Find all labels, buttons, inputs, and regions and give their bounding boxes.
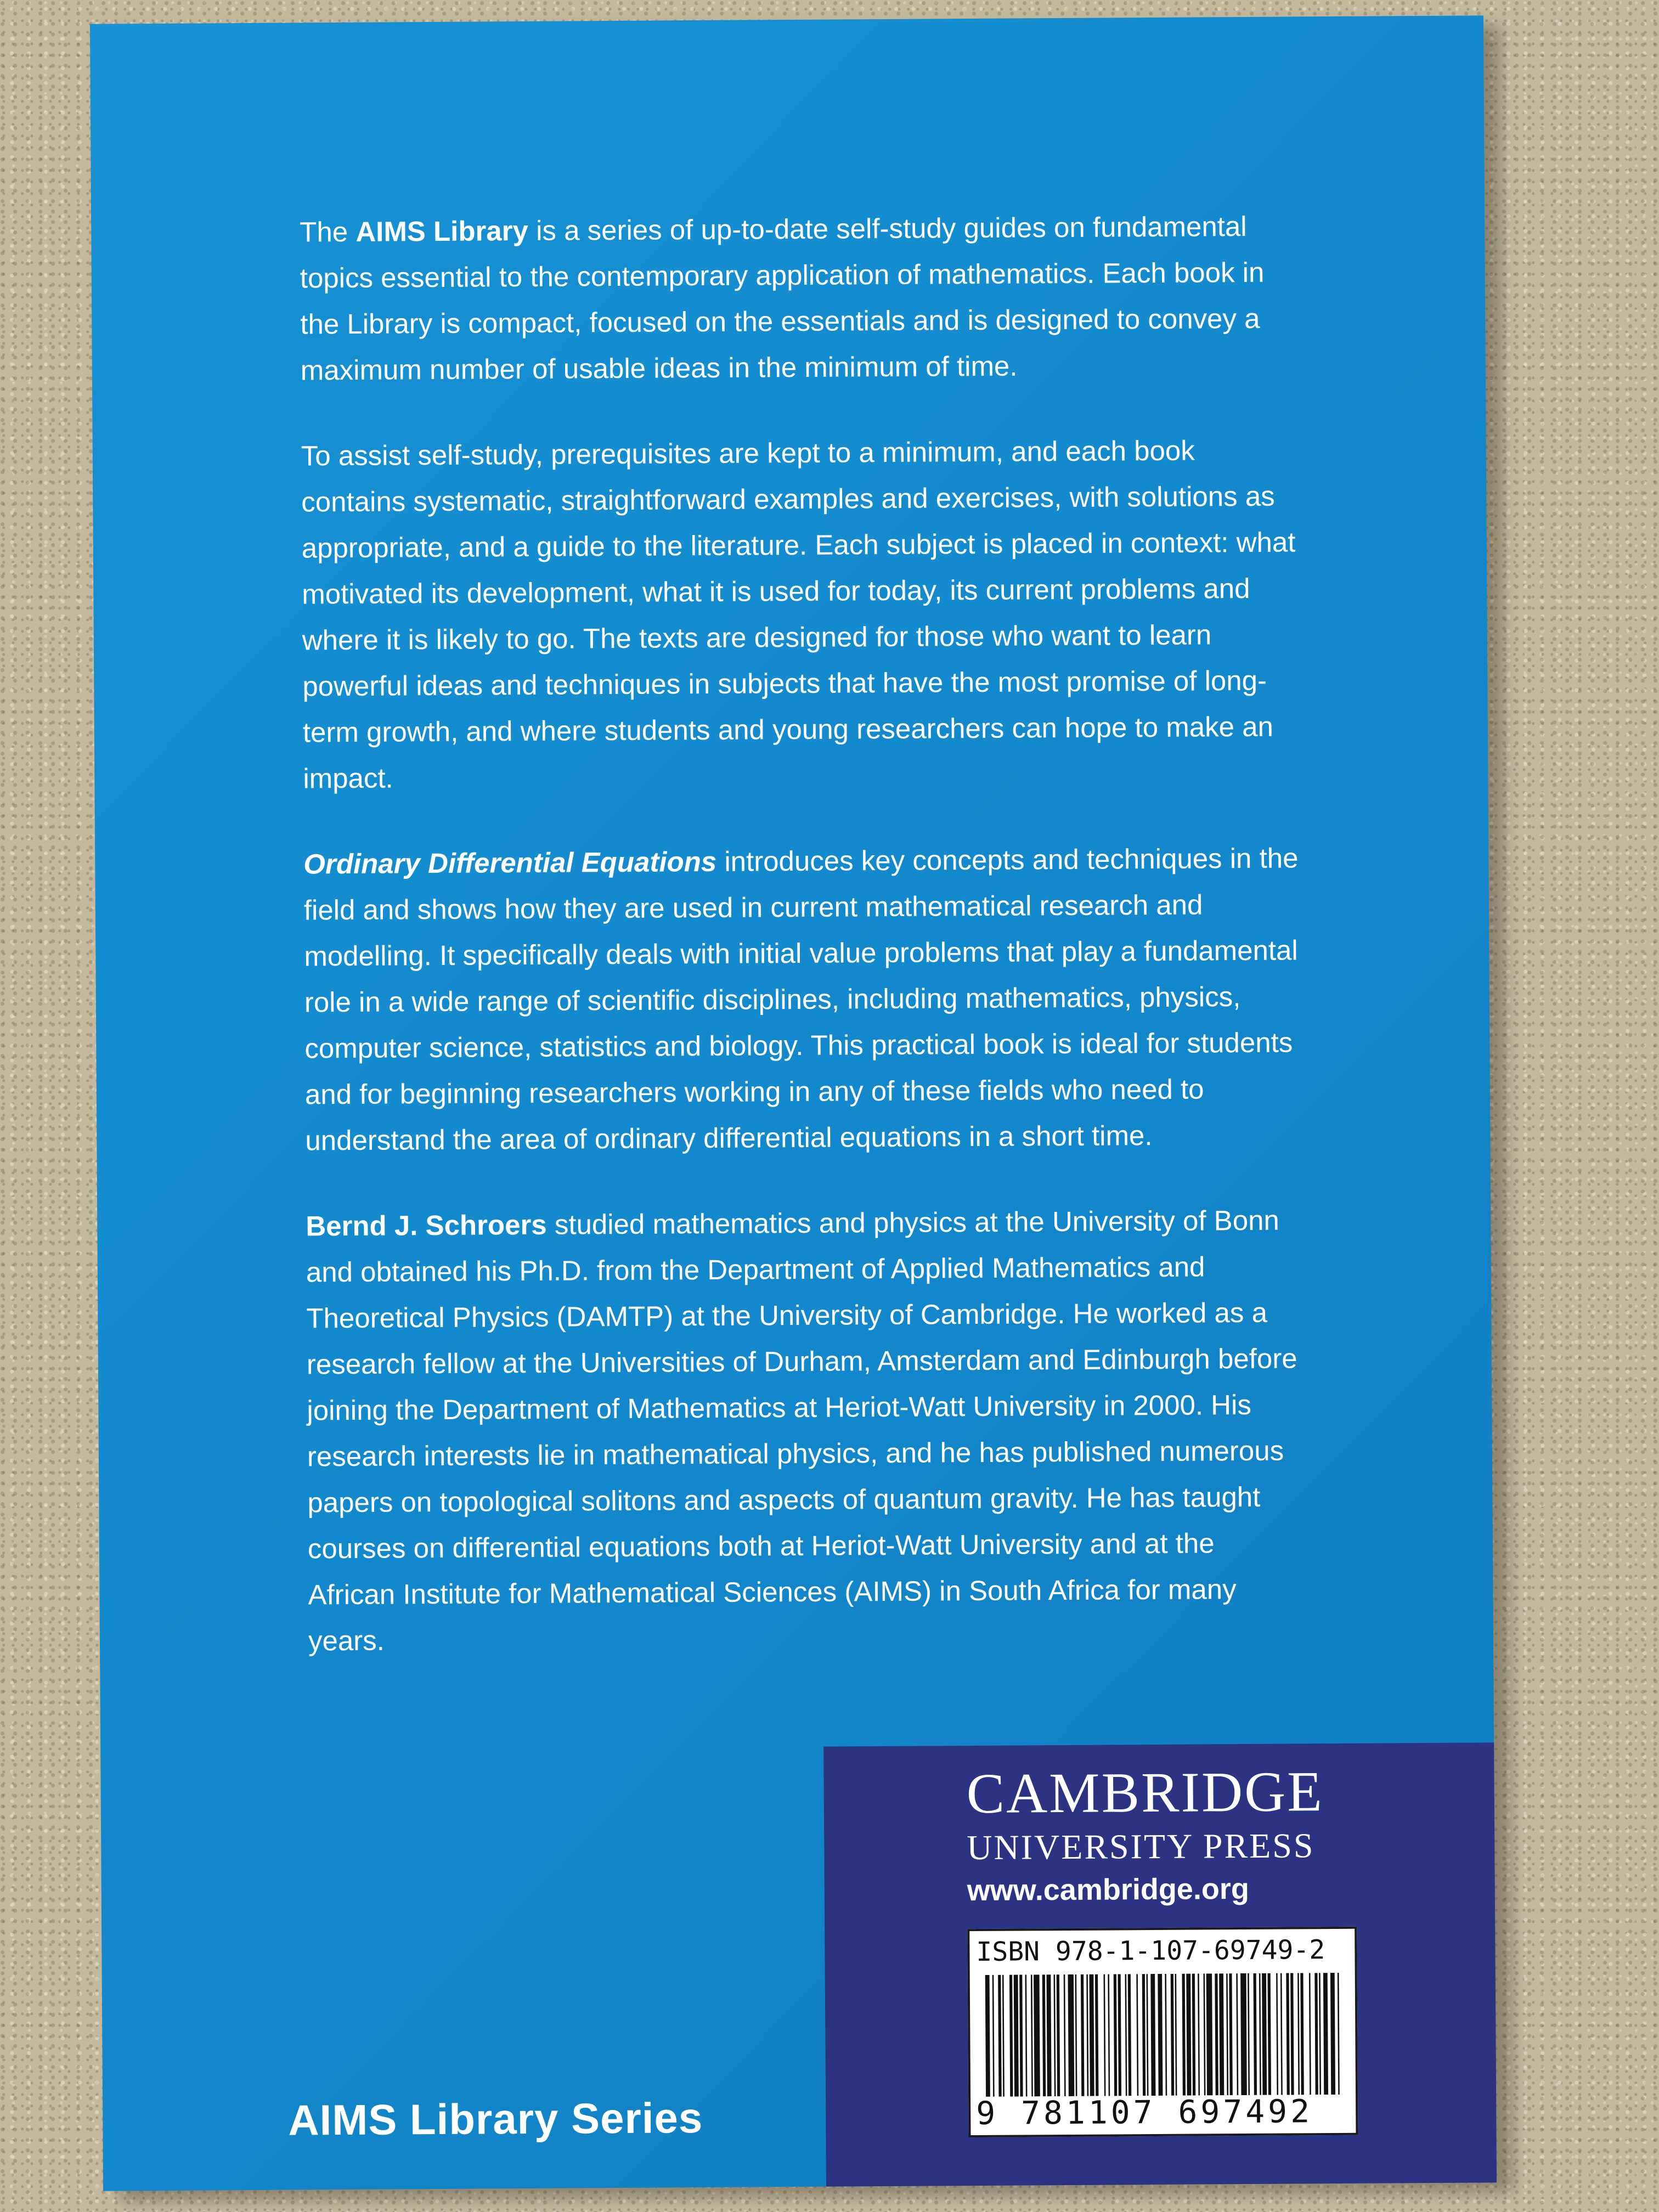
barcode-bar bbox=[1136, 1974, 1138, 2096]
barcode-bar bbox=[1142, 1974, 1146, 2096]
barcode-bar bbox=[1204, 1973, 1206, 2095]
barcode-bar bbox=[1192, 1974, 1196, 2096]
blurb-paragraph-aims-library: The AIMS Library is a series of up-to-date self-study guides on fundamental topics essential to the contemporary application of mathematics. Each book in the Library is compact, focused on the essentials and is designed to convey a maximum number of usable ideas in the minimum of time. bbox=[300, 210, 1265, 386]
barcode-bar bbox=[1254, 1973, 1257, 2095]
barcode-bar bbox=[1171, 1974, 1175, 2096]
barcode-bar bbox=[1186, 1974, 1191, 2096]
blurb-paragraph-author-bio: Bernd J. Schroers studied mathematics and physics at the University of Bonn and obtained his Ph.D. from the Department of Applied Mathematics and Theoretical Physics (DAMTP) at the University of Cambridge. He worked as a research fellow at the Universities of Durham, Amsterdam and Edinburgh before joining the Department of Mathematics at Heriot-Watt University in 2000. His research interests lie in mathematical physics, and he has published numerous papers on topological solitons and aspects of quantum gravity. He has taught courses on differential equations both at Heriot-Watt University and at the African Institute for Mathematical Sciences (AIMS) in South Africa for many years. bbox=[306, 1204, 1297, 1657]
barcode-bar bbox=[1150, 1974, 1155, 2096]
barcode-bar bbox=[1108, 1974, 1110, 2096]
barcode-bar bbox=[1057, 1974, 1060, 2096]
barcode-icon bbox=[983, 1973, 1346, 2097]
barcode-bar bbox=[1280, 1973, 1283, 2095]
barcode-bar bbox=[1042, 1974, 1046, 2096]
barcode-bar bbox=[1319, 1973, 1321, 2095]
barcode-bar bbox=[1290, 1973, 1294, 2095]
blurb-text bbox=[300, 203, 1307, 1703]
barcode-bar bbox=[1114, 1974, 1118, 2096]
barcode-bar bbox=[1229, 1973, 1233, 2095]
barcode-bar bbox=[1031, 1974, 1033, 2096]
barcode-bar bbox=[1064, 1974, 1066, 2096]
barcode-bar bbox=[1175, 1974, 1177, 2096]
barcode-bar bbox=[1262, 1973, 1267, 2095]
barcode-bar bbox=[1300, 1973, 1304, 2095]
barcode-bar bbox=[1240, 1973, 1247, 2095]
isbn-text: ISBN 978-1-107-69749-2 bbox=[976, 1934, 1325, 1967]
barcode-bar bbox=[1125, 1974, 1127, 2096]
barcode-bar bbox=[1248, 1973, 1250, 2095]
barcode-bar bbox=[1330, 1973, 1335, 2095]
barcode-bar bbox=[998, 1975, 1002, 2097]
barcode-bar bbox=[1338, 1973, 1340, 2095]
barcode-bar bbox=[1019, 1974, 1023, 2096]
publisher-url: www.cambridge.org bbox=[967, 1872, 1250, 1908]
blurb-paragraph-book-description: Ordinary Differential Equations introduces key concepts and techniques in the field and shows how they are used in current mathematical research and modelling. It specifically deals with initial value problems that play a fundamental role in a wide range of scientific disciplines, including mathematics, physics, computer science, statistics and biology. This practical book is ideal for students and for beginning researchers working in any of these fields who need to understand the area of ordinary differential equations in a short time. bbox=[303, 842, 1299, 1156]
book-back-cover bbox=[90, 15, 1497, 2191]
barcode-bar bbox=[1090, 1974, 1094, 2096]
barcode-bar bbox=[1002, 1975, 1005, 2097]
blurb-paragraph-self-study: To assist self-study, prerequisites are kept to a minimum, and each book contains systematic, straightforward examples and exercises, with solutions as appropriate, and a guide to the literature. Each subject is placed in context: what motivated its development, what it is used for today, its current problems and where it is likely to go. The texts are designed for those who want to learn powerful ideas and techniques in subjects that have the most promise of long-term growth, and where students and young researchers can hope to make an impact. bbox=[301, 435, 1296, 794]
series-label: AIMS Library Series bbox=[288, 2094, 703, 2145]
barcode-bar bbox=[1086, 1974, 1088, 2096]
barcode-bar bbox=[1226, 1973, 1228, 2095]
barcode-bar bbox=[1206, 1973, 1213, 2095]
barcode-bar bbox=[1147, 1974, 1149, 2096]
barcode-bar bbox=[1095, 1974, 1099, 2096]
barcode-bar bbox=[1165, 1974, 1167, 2096]
publisher-panel bbox=[823, 1742, 1497, 2191]
barcode-bar bbox=[992, 1975, 995, 2097]
ean-digits: 9 781107 697492 bbox=[976, 2092, 1313, 2132]
barcode-bar bbox=[1236, 1973, 1238, 2095]
book-title-italic: Ordinary Differential Equations bbox=[303, 845, 717, 880]
barcode-bar bbox=[1118, 1974, 1122, 2096]
barcode-bar bbox=[1297, 1973, 1300, 2095]
barcode-bar bbox=[1286, 1973, 1290, 2095]
barcode-bar bbox=[1034, 1974, 1040, 2096]
barcode-bar bbox=[1314, 1973, 1318, 2095]
barcode-bar bbox=[1128, 1974, 1132, 2096]
publisher-press: UNIVERSITY PRESS bbox=[967, 1826, 1315, 1867]
barcode-bar bbox=[1215, 1973, 1218, 2095]
barcode-bar bbox=[1009, 1975, 1013, 2097]
barcode-bar bbox=[985, 1975, 990, 2097]
barcode-bar bbox=[1198, 1974, 1200, 2096]
barcode-bar bbox=[1047, 1974, 1052, 2096]
barcode-bar bbox=[1182, 1974, 1186, 2096]
barcode-bar bbox=[1268, 1973, 1272, 2095]
barcode-bar bbox=[1309, 1973, 1311, 2095]
barcode-bar bbox=[1219, 1973, 1224, 2095]
barcode-bar bbox=[1259, 1973, 1261, 2095]
author-name: Bernd J. Schroers bbox=[306, 1209, 547, 1242]
barcode-box bbox=[967, 1927, 1358, 2137]
cambridge-logo bbox=[966, 1760, 1324, 1912]
barcode-bar bbox=[1158, 1974, 1163, 2096]
publisher-name: CAMBRIDGE bbox=[966, 1760, 1324, 1826]
barcode-bar bbox=[1014, 1975, 1019, 2097]
barcode-bar bbox=[1068, 1974, 1075, 2096]
barcode-bar bbox=[1323, 1973, 1328, 2095]
barcode-bar bbox=[1081, 1974, 1085, 2096]
barcode-bar bbox=[1025, 1974, 1028, 2096]
aims-library-strong: AIMS Library bbox=[356, 215, 529, 247]
barcode-bar bbox=[1054, 1974, 1056, 2096]
barcode-bar bbox=[1104, 1974, 1106, 2096]
barcode-bar bbox=[1075, 1974, 1077, 2096]
barcode-bar bbox=[1276, 1973, 1278, 2095]
